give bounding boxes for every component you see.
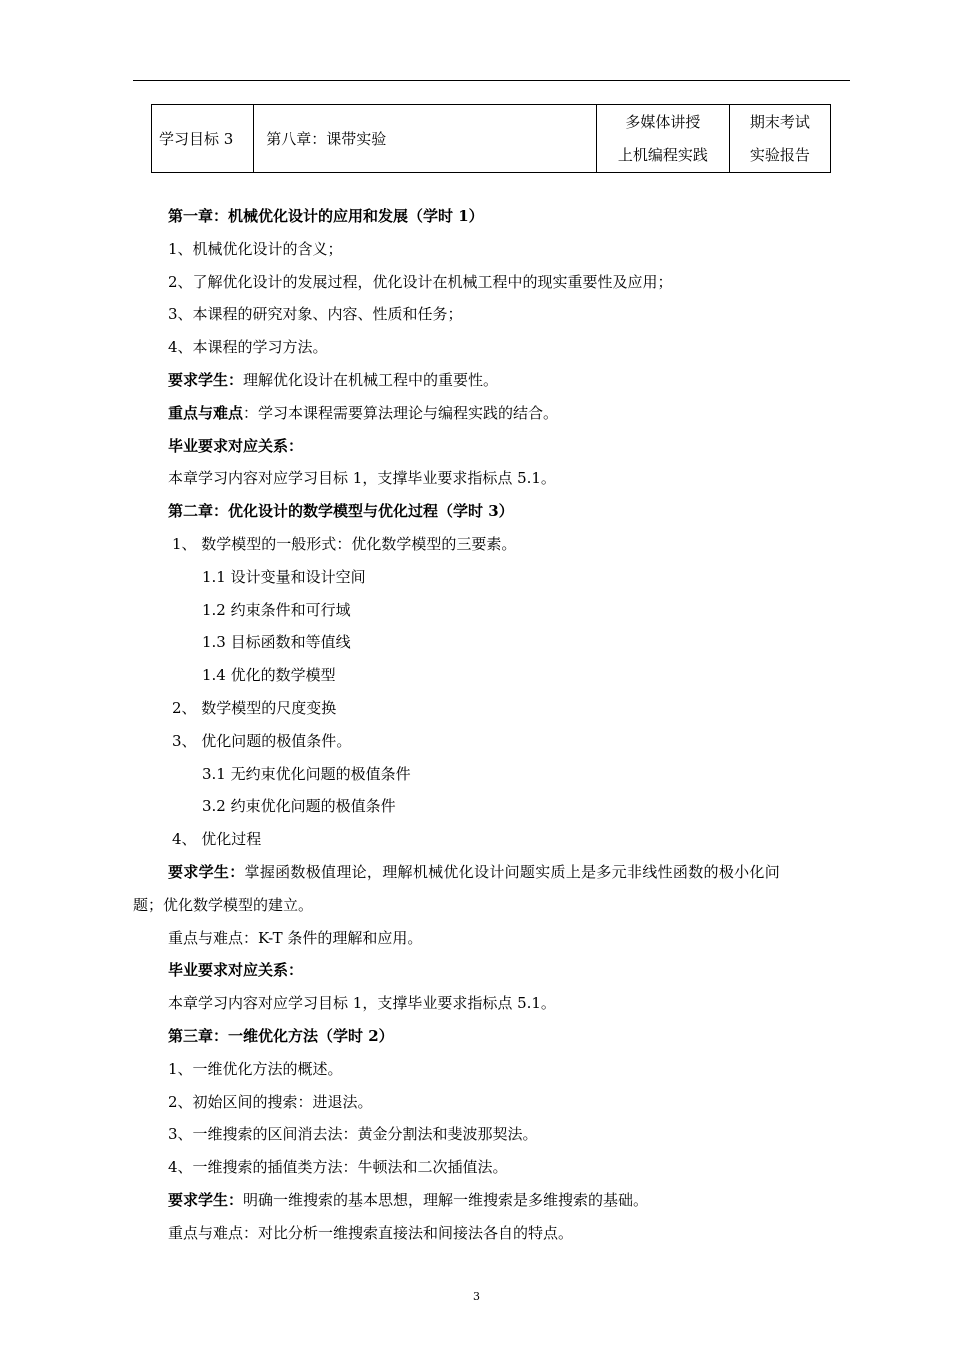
- key-label: 重点与难点: [168, 403, 244, 422]
- ch2-sub-3-1: 3.1 无约束优化问题的极值条件: [202, 764, 411, 783]
- ch2-sub-1-3: 1.3 目标函数和等值线: [202, 633, 351, 652]
- assess-line-2: 实验报告: [749, 145, 810, 164]
- ch1-item-1: 1、机械优化设计的含义；: [168, 239, 343, 258]
- ch2-item-2: 2、 数学模型的尺度变换: [172, 698, 337, 717]
- ch2-requirement: [133, 856, 850, 889]
- ch3-key-points: 重点与难点：对比分析一维搜索直接法和间接法各自的特点。: [168, 1223, 574, 1242]
- ch1-item-3: 3、本课程的研究对象、内容、性质和任务；: [168, 305, 463, 324]
- ch2-requirement-cont: 题；优化数学模型的建立。: [133, 895, 314, 914]
- ch2-grad-text: 本章学习内容对应学习目标 1，支撑毕业要求指标点 5.1。: [168, 994, 556, 1013]
- table-row: [152, 105, 831, 173]
- ch1-key-points: [133, 397, 850, 430]
- chapter-cell: 第八章：课带实验: [254, 105, 597, 173]
- ch1-item-2: 2、了解优化设计的发展过程，优化设计在机械工程中的现实重要性及应用；: [168, 272, 673, 291]
- ch1-grad-label: 毕业要求对应关系：: [168, 436, 304, 455]
- ch3-item-1: 1、一维优化方法的概述。: [168, 1059, 343, 1078]
- ch2-sub-1-2: 1.2 约束条件和可行域: [202, 600, 351, 619]
- ch2-sub-1-1: 1.1 设计变量和设计空间: [202, 567, 366, 586]
- req-text: 明确一维搜索的基本思想，理解一维搜索是多维搜索的基础。: [243, 1190, 649, 1209]
- ch2-grad-label: 毕业要求对应关系：: [168, 961, 304, 980]
- chapter-2-title: 第二章：优化设计的数学模型与优化过程（学时 3）: [168, 502, 514, 521]
- assessment-cell: [729, 105, 830, 173]
- req-text: 理解优化设计在机械工程中的重要性。: [243, 370, 499, 389]
- ch2-item-3: 3、 优化问题的极值条件。: [172, 731, 352, 750]
- req-label: 要求学生：: [168, 370, 244, 389]
- ch3-item-4: 4、一维搜索的插值类方法：牛顿法和二次插值法。: [168, 1158, 508, 1177]
- ch1-requirement: [133, 364, 850, 397]
- ch1-item-4: 4、本课程的学习方法。: [168, 338, 328, 357]
- req-text-1: 掌握函数极值理论，理解机械优化设计问题实质上是多元非线性函数的极小化问: [244, 862, 781, 881]
- page-number: 3: [473, 1290, 480, 1303]
- key-text: ：学习本课程需要算法理论与编程实践的结合。: [243, 403, 559, 422]
- chapter-1-title: 第一章：机械优化设计的应用和发展（学时 1）: [168, 207, 484, 225]
- method-line-1: 多媒体讲授: [625, 112, 701, 131]
- ch3-requirement: [133, 1184, 850, 1217]
- req-label: 要求学生：: [168, 1190, 244, 1209]
- ch2-key-points: 重点与难点：K-T 条件的理解和应用。: [168, 928, 423, 947]
- ch1-grad-text: 本章学习内容对应学习目标 1，支撑毕业要求指标点 5.1。: [168, 469, 556, 488]
- goal-cell: 学习目标 3: [152, 105, 254, 173]
- method-line-2: 上机编程实践: [617, 145, 708, 164]
- req-label: 要求学生：: [168, 862, 245, 881]
- header-rule: [133, 80, 850, 81]
- ch2-sub-1-4: 1.4 优化的数学模型: [202, 666, 336, 685]
- learning-goal-table: [151, 104, 831, 173]
- ch2-item-1: 1、 数学模型的一般形式：优化数学模型的三要素。: [172, 534, 517, 553]
- document-body: [133, 200, 850, 1250]
- ch3-item-2: 2、初始区间的搜索：进退法。: [168, 1092, 373, 1111]
- ch3-item-3: 3、一维搜索的区间消去法：黄金分割法和斐波那契法。: [168, 1125, 538, 1144]
- ch2-sub-3-2: 3.2 约束优化问题的极值条件: [202, 797, 396, 816]
- teaching-method-cell: [596, 105, 729, 173]
- ch2-item-4: 4、 优化过程: [172, 830, 262, 849]
- assess-line-1: 期末考试: [749, 112, 810, 131]
- chapter-3-title: 第三章：一维优化方法（学时 2）: [168, 1026, 394, 1045]
